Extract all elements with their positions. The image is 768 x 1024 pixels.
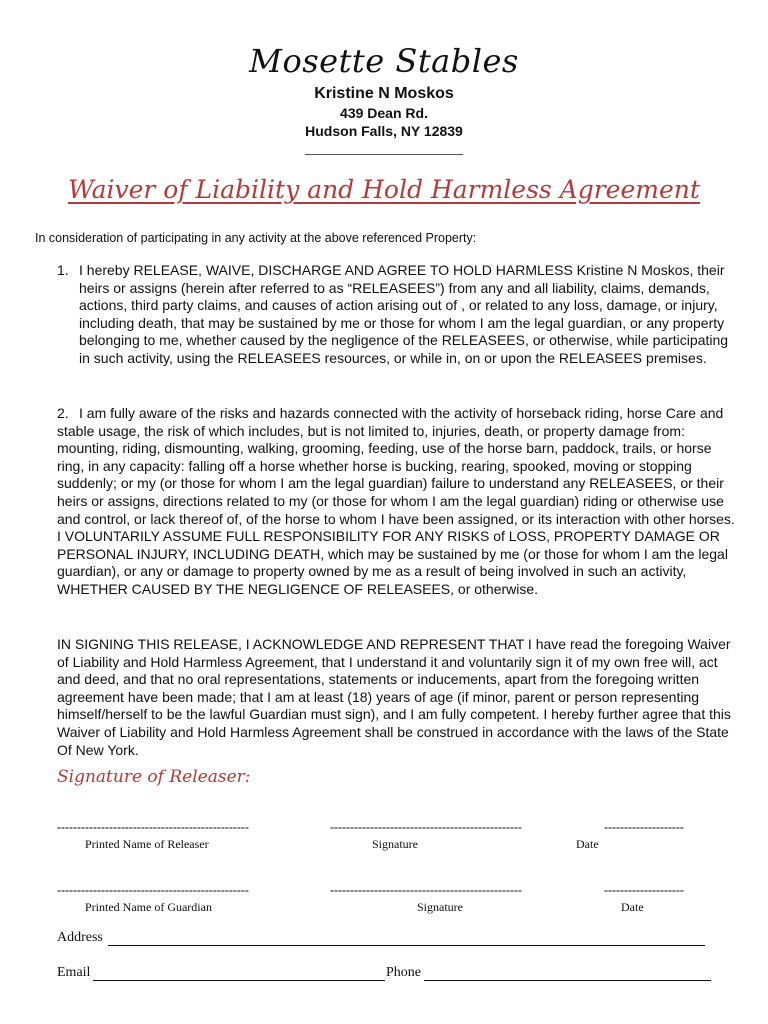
email-field[interactable] bbox=[93, 980, 385, 981]
clause-number: 2. bbox=[57, 405, 69, 421]
clause-number: 1. bbox=[57, 262, 69, 278]
guardian-date-line[interactable]: -------------------- bbox=[604, 883, 684, 897]
phone-field[interactable] bbox=[424, 980, 711, 981]
guardian-signature-label: Signature bbox=[417, 900, 463, 914]
clause-text: I hereby RELEASE, WAIVE, DISCHARGE AND AGREE TO HOLD HARMLESS Kristine N Moskos, their heirs or assigns (herein after referred to as “RELEASEES”) from any and all liability, claims, demands, actions, third party claims, and causes of action arising out of , or related to any loss, damage, or injury, including death, that may be sustained by me or those for whom I am the legal guardian, or any property belonging to me, whether caused by the negligence of the RELEASEES, or otherwise, while participating in such activity, using the RELEASEES resources, or while in, on or upon the RELEASEES premises. bbox=[79, 262, 729, 366]
address-field[interactable] bbox=[108, 945, 705, 946]
releaser-name-label: Printed Name of Releaser bbox=[85, 837, 209, 851]
document-title: Waiver of Liability and Hold Harmless Agreement bbox=[68, 175, 700, 204]
guardian-signature-line[interactable]: ------------------------------------------------ bbox=[330, 883, 522, 897]
intro-paragraph: In consideration of participating in any activity at the above referenced Property: bbox=[35, 231, 477, 245]
releaser-name-line[interactable]: ------------------------------------------------ bbox=[57, 820, 249, 834]
releaser-signature-line[interactable]: ------------------------------------------------ bbox=[330, 820, 522, 834]
guardian-name-line[interactable]: ------------------------------------------------ bbox=[57, 883, 249, 897]
phone-label: Phone bbox=[386, 965, 421, 980]
acknowledgement-paragraph: IN SIGNING THIS RELEASE, I ACKNOWLEDGE AND REPRESENT THAT I have read the foregoing Waiver of Liability and Hold Harmless Agreement, that I understand it and voluntarily sign it of my own free will, act and deed, and that no oral representations, statements or inducements, apart from the foregoing written agreement have been made; that I am at least (18) years of age (if minor, parent or person representing himself/herself to be the lawful Guardian must sign), and I am fully competent. I hereby further agree that this Waiver of Liability and Hold Harmless Agreement shall be construed in accordance with the laws of the State Of New York. bbox=[57, 636, 731, 758]
street-address: 439 Dean Rd. bbox=[340, 105, 428, 121]
guardian-date-label: Date bbox=[621, 900, 644, 914]
releaser-date-label: Date bbox=[576, 837, 599, 851]
city-address: Hudson Falls, NY 12839 bbox=[305, 123, 463, 139]
signature-heading: Signature of Releaser: bbox=[57, 767, 251, 787]
releaser-signature-label: Signature bbox=[372, 837, 418, 851]
brand-name: Mosette Stables bbox=[249, 42, 519, 80]
address-label: Address bbox=[57, 930, 103, 945]
owner-name: Kristine N Moskos bbox=[314, 85, 454, 102]
clause-text: I am fully aware of the risks and hazards connected with the activity of horseback riding, horse Care and stable usage, the risk of which includes, but is not limited to, injuries, death, or property damage from: mounting, riding, dismounting, walking, grooming, feeding, use of the horse barn, paddock, trails, or horse ring, in any capacity: falling off a horse whether horse is bucking, rearing, spooked, moving or stopping suddenly; or my (or those for whom I am the legal guardian) failure to understand any RELEASEES, or their heirs or assigns, directions related to my (or those for whom I am the legal guardian) riding or otherwise use and control, or lack thereof of, of the horse to whom I have been assigned, or its interaction with other horses. I VOLUNTARILY ASSUME FULL RESPONSIBILITY FOR ANY RISKS of LOSS, PROPERTY DAMAGE OR PERSONAL INJURY, INCLUDING DEATH, which may be sustained by me (or those for whom I am the legal guardian), or any or damage to property owned by me as a result of being involved in such an activity, WHETHER CAUSED BY THE NEGLIGENCE OF RELEASEES, or otherwise. bbox=[57, 405, 735, 597]
guardian-name-label: Printed Name of Guardian bbox=[85, 900, 212, 914]
releaser-date-line[interactable]: -------------------- bbox=[604, 820, 684, 834]
email-label: Email bbox=[57, 965, 91, 980]
header-divider bbox=[305, 154, 463, 155]
